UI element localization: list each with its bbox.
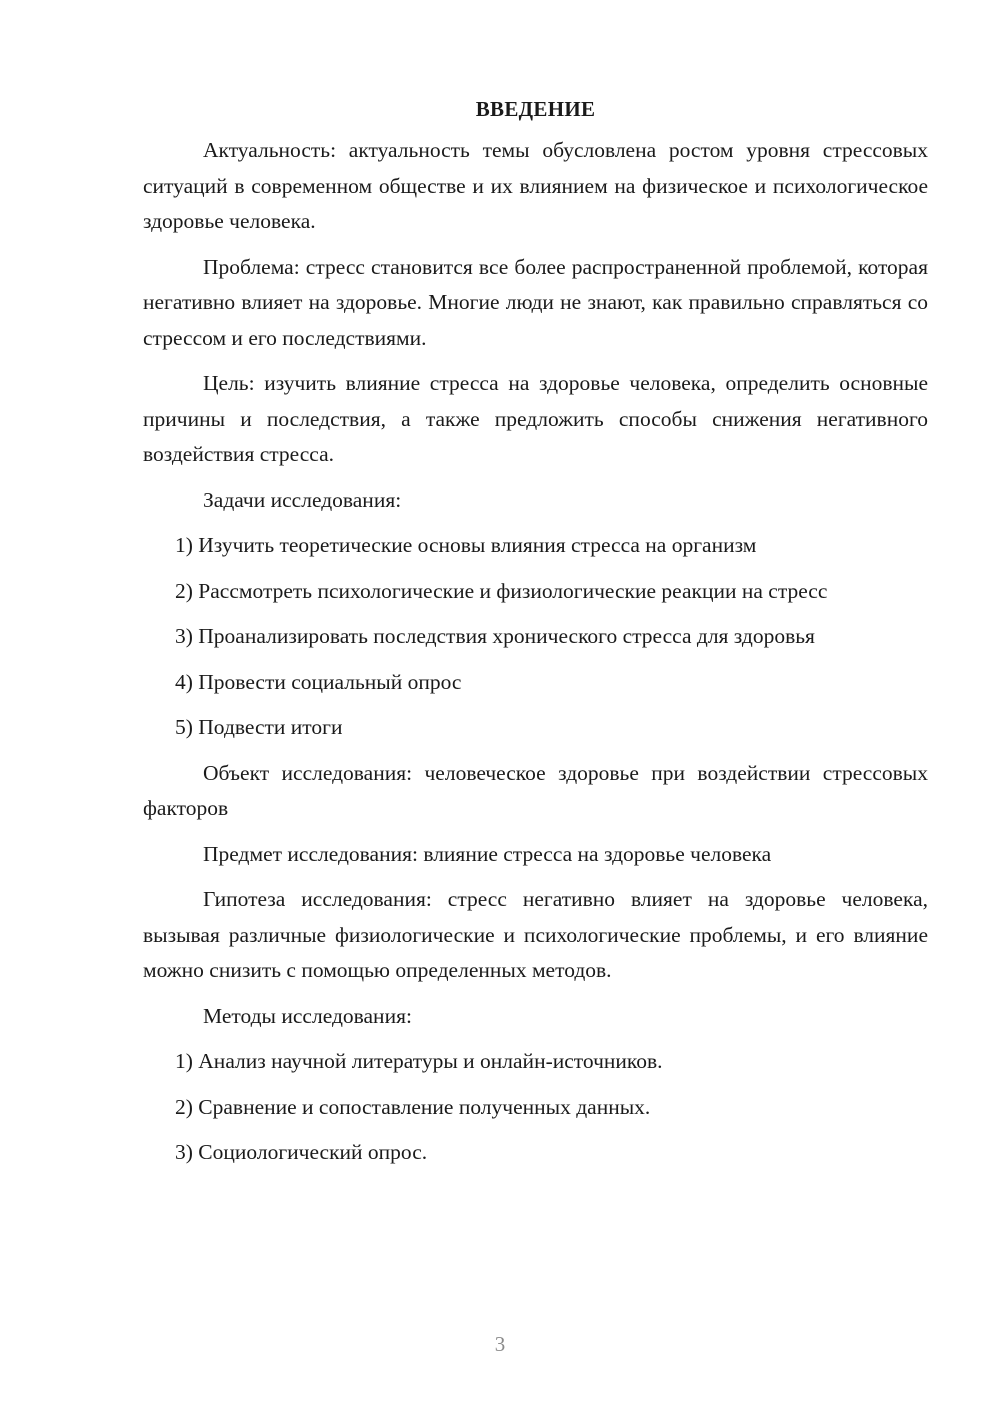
method-item: 3) Социологический опрос. [175,1140,428,1164]
document-page [143,92,928,1181]
task-item: 3) Проанализировать последствия хронического стресса для здоровья [175,624,815,648]
tasks-heading: Задачи исследования: [203,487,402,512]
page-title: ВВЕДЕНИЕ [475,97,596,121]
methods-heading: Методы исследования: [203,1003,412,1028]
task-item: 1) Изучить теоретические основы влияния стресса на организм [175,533,757,557]
object-paragraph: Объект исследования: человеческое здоровье при воздействии стрессовых факторов [143,760,928,820]
tasks-list [143,528,928,746]
task-item: 2) Рассмотреть психологические и физиологические реакции на стресс [175,578,828,603]
goal-paragraph: Цель: изучить влияние стресса на здоровье человека, определить основные причины и последствия, а также предложить способы снижения негативного воздействия стресса. [143,371,928,466]
task-item: 4) Провести социальный опрос [175,669,462,694]
methods-list [143,1044,928,1171]
relevance-paragraph: Актуальность: актуальность темы обусловлена ростом уровня стрессовых ситуаций в современном обществе и их влиянием на физическое и психологическое здоровье человека. [143,138,928,233]
page-number: 3 [494,1332,506,1356]
subject-paragraph: Предмет исследования: влияние стресса на здоровье человека [203,841,772,866]
method-item: 2) Сравнение и сопоставление полученных данных. [175,1094,651,1119]
problem-paragraph: Проблема: стресс становится все более распространенной проблемой, которая негативно влияет на здоровье. Многие люди не знают, как правильно справляться со стрессом и его последствиями. [143,254,928,350]
method-item: 1) Анализ научной литературы и онлайн-источников. [175,1049,663,1073]
hypothesis-paragraph: Гипотеза исследования: стресс негативно влияет на здоровье человека, вызывая различные физиологические и психологические проблемы, и его влияние можно снизить с помощью определенных методов. [143,887,928,982]
task-item: 5) Подвести итоги [175,715,343,739]
